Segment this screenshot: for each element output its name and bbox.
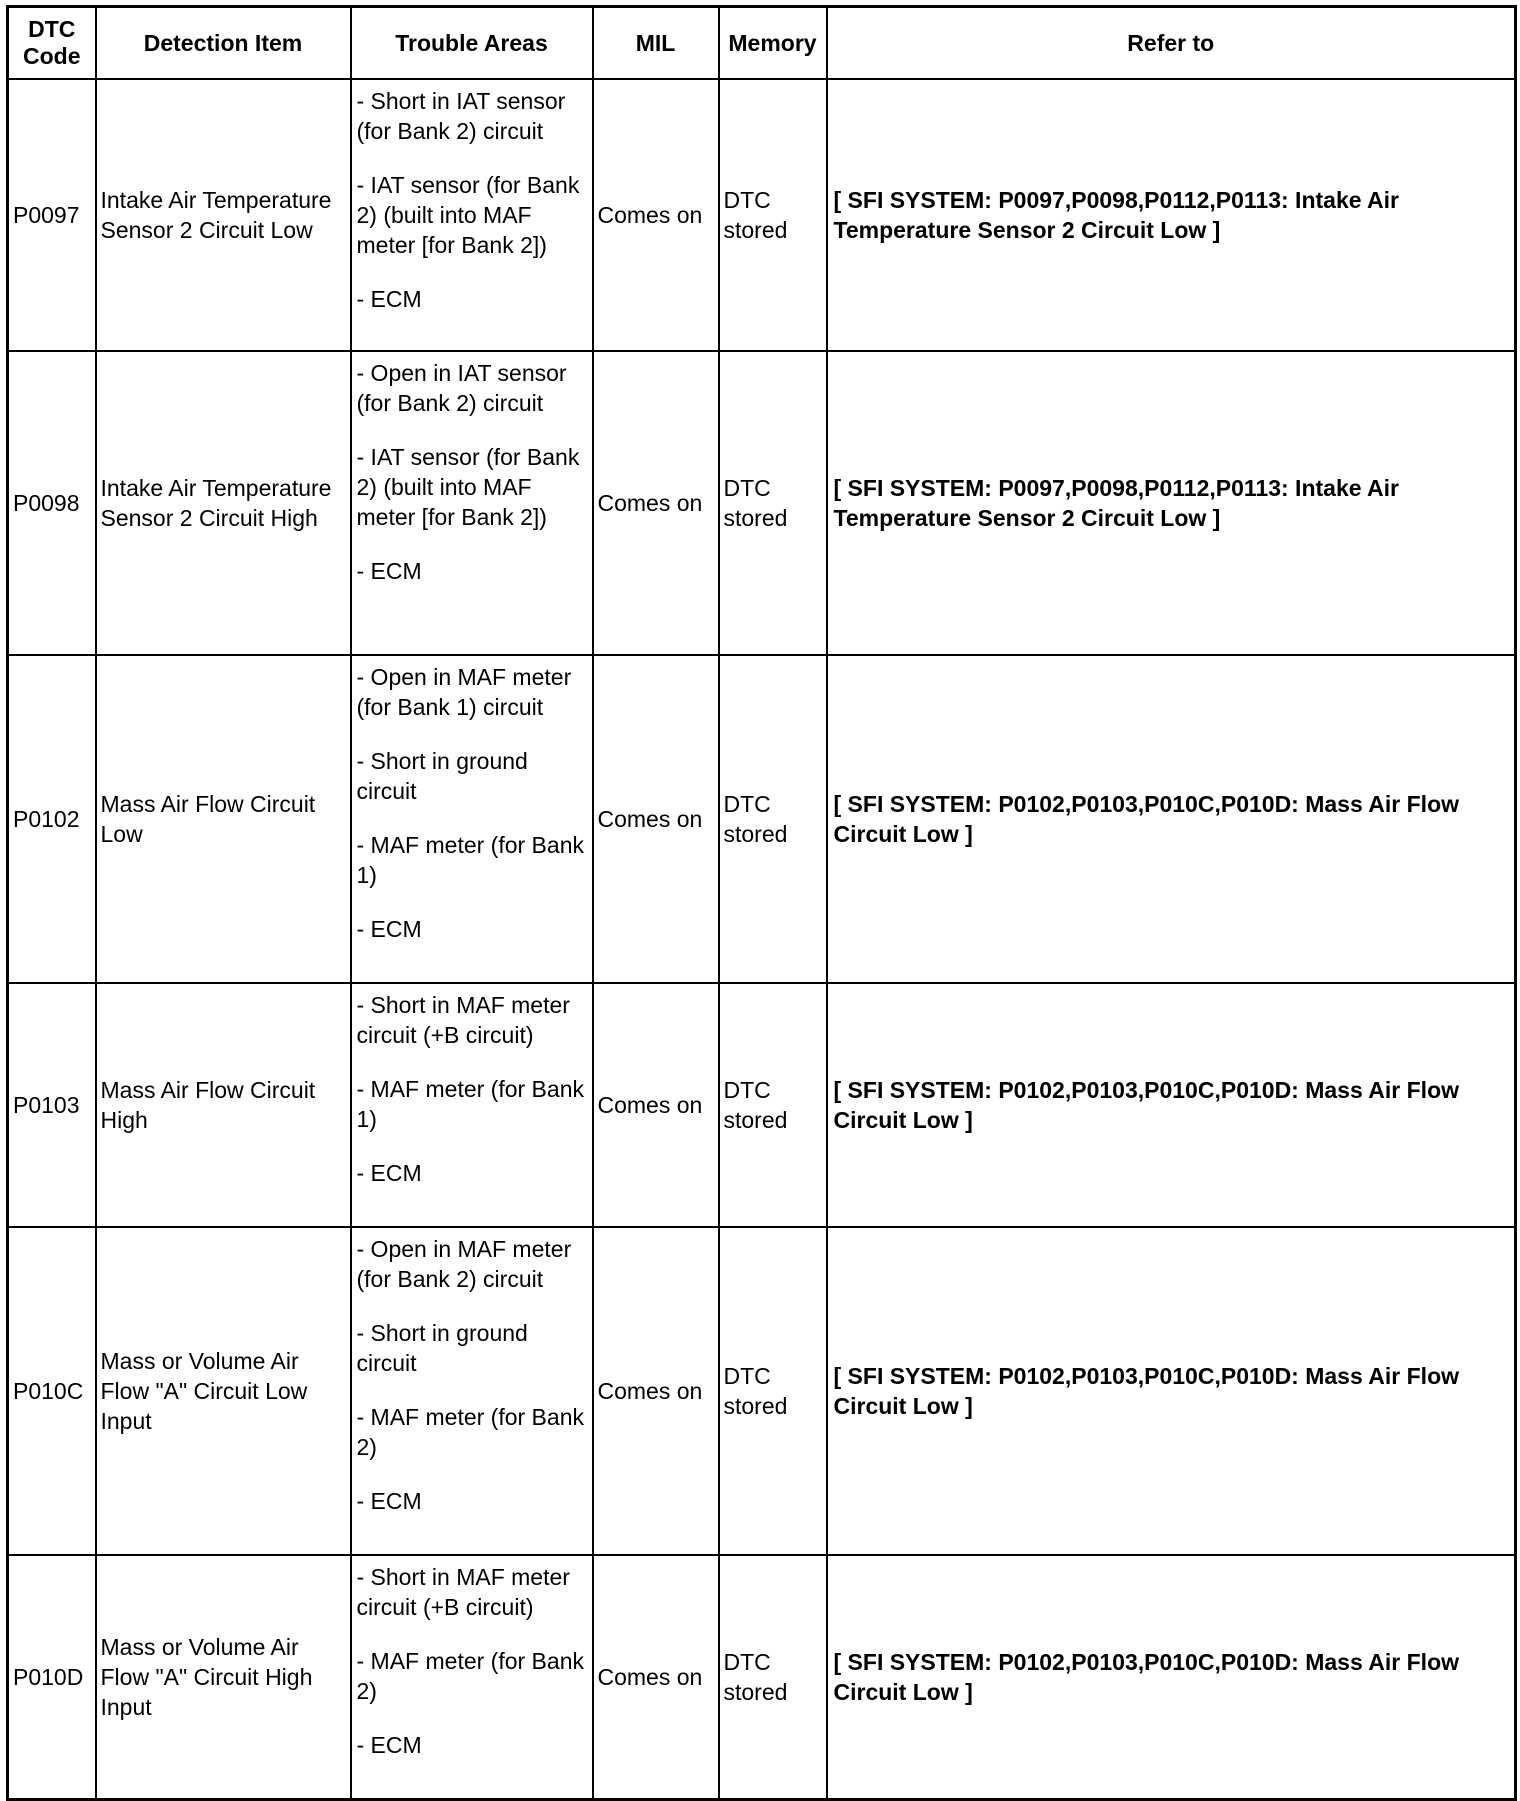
memory-cell: DTC stored bbox=[719, 655, 827, 983]
header-memory: Memory bbox=[719, 7, 827, 80]
table-row bbox=[8, 1555, 1516, 1799]
trouble-areas-cell bbox=[351, 983, 593, 1227]
table-row bbox=[8, 983, 1516, 1227]
trouble-areas-cell bbox=[351, 1555, 593, 1799]
header-dtc-code-line1: DTC bbox=[28, 16, 76, 42]
dtc-code-cell: P010C bbox=[8, 1227, 96, 1555]
table-row bbox=[8, 655, 1516, 983]
refer-to-link[interactable]: [ SFI SYSTEM: P0102,P0103,P010C,P010D: Mass Air Flow Circuit Low ] bbox=[827, 1227, 1516, 1555]
trouble-area-item: - Open in MAF meter (for Bank 1) circuit bbox=[356, 664, 572, 720]
trouble-area-item: - Short in ground circuit bbox=[356, 748, 528, 804]
dtc-code-cell: P010D bbox=[8, 1555, 96, 1799]
trouble-areas-cell bbox=[351, 351, 593, 655]
detection-item-cell: Mass or Volume Air Flow "A" Circuit Low Input bbox=[96, 1227, 351, 1555]
trouble-area-item: - ECM bbox=[356, 1160, 422, 1186]
dtc-table bbox=[6, 5, 1517, 1801]
refer-to-link[interactable]: [ SFI SYSTEM: P0102,P0103,P010C,P010D: Mass Air Flow Circuit Low ] bbox=[827, 983, 1516, 1227]
trouble-area-item: - MAF meter (for Bank 2) bbox=[356, 1404, 584, 1460]
mil-cell: Comes on bbox=[593, 655, 719, 983]
detection-item-cell: Intake Air Temperature Sensor 2 Circuit High bbox=[96, 351, 351, 655]
trouble-area-item: - MAF meter (for Bank 1) bbox=[356, 832, 584, 888]
table-header-row bbox=[8, 7, 1516, 80]
trouble-areas-cell bbox=[351, 1227, 593, 1555]
mil-cell: Comes on bbox=[593, 1555, 719, 1799]
memory-cell: DTC stored bbox=[719, 983, 827, 1227]
trouble-area-item: - Short in IAT sensor (for Bank 2) circuit bbox=[356, 88, 566, 144]
table-row bbox=[8, 351, 1516, 655]
mil-cell: Comes on bbox=[593, 351, 719, 655]
dtc-code-cell: P0103 bbox=[8, 983, 96, 1227]
detection-item-cell: Intake Air Temperature Sensor 2 Circuit Low bbox=[96, 79, 351, 351]
trouble-area-item: - ECM bbox=[356, 558, 422, 584]
mil-cell: Comes on bbox=[593, 983, 719, 1227]
memory-cell: DTC stored bbox=[719, 79, 827, 351]
trouble-area-item: - ECM bbox=[356, 286, 422, 312]
trouble-area-item: - Open in MAF meter (for Bank 2) circuit bbox=[356, 1236, 572, 1292]
detection-item-cell: Mass Air Flow Circuit High bbox=[96, 983, 351, 1227]
trouble-area-item: - Short in ground circuit bbox=[356, 1320, 528, 1376]
trouble-area-item: - MAF meter (for Bank 2) bbox=[356, 1648, 584, 1704]
header-detection-item: Detection Item bbox=[96, 7, 351, 80]
mil-cell: Comes on bbox=[593, 1227, 719, 1555]
trouble-area-item: - IAT sensor (for Bank 2) (built into MAF meter [for Bank 2]) bbox=[356, 172, 580, 258]
trouble-areas-cell bbox=[351, 79, 593, 351]
dtc-code-cell: P0098 bbox=[8, 351, 96, 655]
memory-cell: DTC stored bbox=[719, 1227, 827, 1555]
dtc-code-cell: P0097 bbox=[8, 79, 96, 351]
table-row bbox=[8, 79, 1516, 351]
trouble-area-item: - IAT sensor (for Bank 2) (built into MAF meter [for Bank 2]) bbox=[356, 444, 580, 530]
detection-item-cell: Mass or Volume Air Flow "A" Circuit High Input bbox=[96, 1555, 351, 1799]
header-refer-to: Refer to bbox=[827, 7, 1516, 80]
header-mil: MIL bbox=[593, 7, 719, 80]
refer-to-link[interactable]: [ SFI SYSTEM: P0102,P0103,P010C,P010D: Mass Air Flow Circuit Low ] bbox=[827, 655, 1516, 983]
trouble-area-item: - Open in IAT sensor (for Bank 2) circuit bbox=[356, 360, 567, 416]
trouble-area-item: - ECM bbox=[356, 916, 422, 942]
refer-to-link[interactable]: [ SFI SYSTEM: P0097,P0098,P0112,P0113: Intake Air Temperature Sensor 2 Circuit Low ] bbox=[827, 79, 1516, 351]
trouble-areas-cell bbox=[351, 655, 593, 983]
trouble-area-item: - Short in MAF meter circuit (+B circuit) bbox=[356, 1564, 570, 1620]
memory-cell: DTC stored bbox=[719, 351, 827, 655]
header-trouble-areas: Trouble Areas bbox=[351, 7, 593, 80]
trouble-area-item: - ECM bbox=[356, 1732, 422, 1758]
detection-item-cell: Mass Air Flow Circuit Low bbox=[96, 655, 351, 983]
refer-to-link[interactable]: [ SFI SYSTEM: P0102,P0103,P010C,P010D: Mass Air Flow Circuit Low ] bbox=[827, 1555, 1516, 1799]
dtc-code-cell: P0102 bbox=[8, 655, 96, 983]
mil-cell: Comes on bbox=[593, 79, 719, 351]
table-row bbox=[8, 1227, 1516, 1555]
trouble-area-item: - ECM bbox=[356, 1488, 422, 1514]
trouble-area-item: - Short in MAF meter circuit (+B circuit) bbox=[356, 992, 570, 1048]
header-dtc-code-line2: Code bbox=[23, 43, 81, 69]
header-dtc-code bbox=[8, 7, 96, 80]
trouble-area-item: - MAF meter (for Bank 1) bbox=[356, 1076, 584, 1132]
refer-to-link[interactable]: [ SFI SYSTEM: P0097,P0098,P0112,P0113: Intake Air Temperature Sensor 2 Circuit Low ] bbox=[827, 351, 1516, 655]
memory-cell: DTC stored bbox=[719, 1555, 827, 1799]
